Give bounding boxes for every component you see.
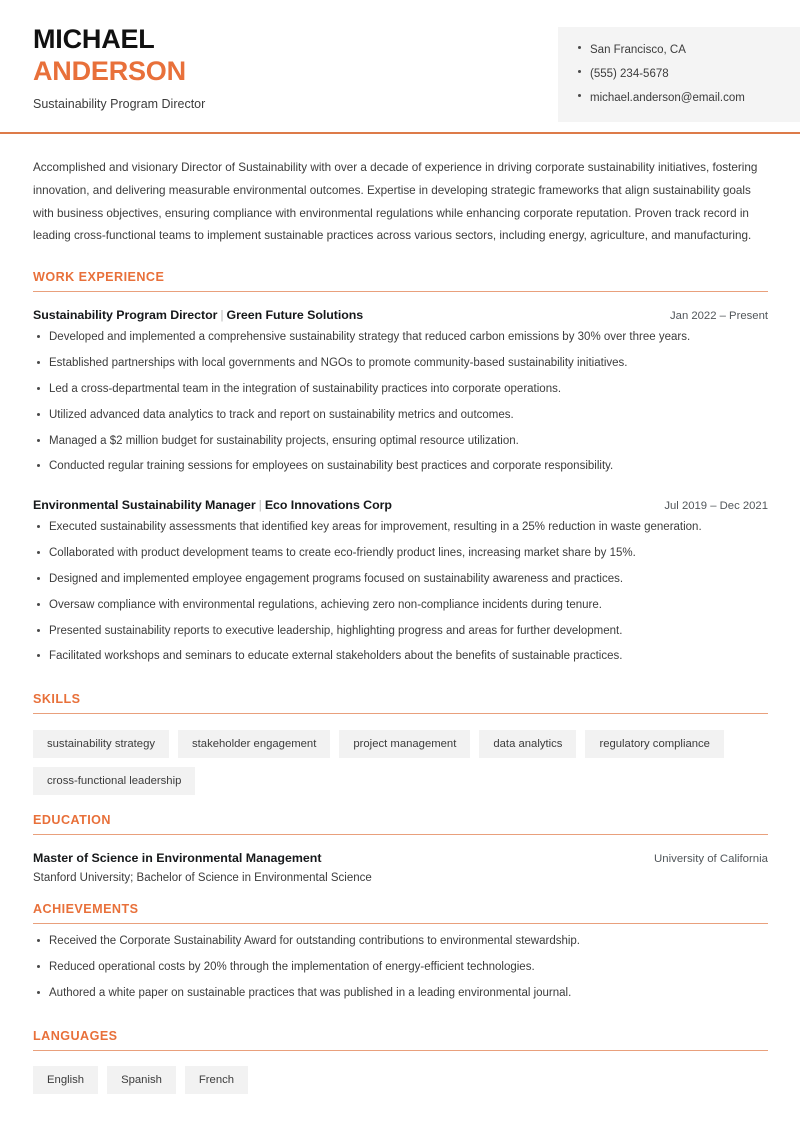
- contact-box: [558, 27, 800, 122]
- education-entry: [33, 837, 768, 884]
- list-item: Facilitated workshops and seminars to educate external stakeholders about the benefits of sustainable practices.: [33, 648, 768, 674]
- section-rule: [33, 291, 768, 292]
- section-rule: [33, 923, 768, 924]
- skill-chip: data analytics: [479, 730, 576, 758]
- contact-phone[interactable]: (555) 234-5678: [578, 63, 800, 87]
- education-degree: Master of Science in Environmental Management: [33, 851, 322, 866]
- experience-company: Eco Innovations Corp: [264, 498, 392, 513]
- skills-chip-list: [33, 716, 768, 795]
- list-item: Collaborated with product development teams to create eco-friendly product lines, increasing market share by 15%.: [33, 545, 768, 571]
- languages-chip-list: [33, 1053, 768, 1094]
- list-item: Utilized advanced data analytics to track and report on sustainability metrics and outcomes.: [33, 407, 768, 433]
- experience-entry-header: [33, 498, 768, 512]
- list-item: Received the Corporate Sustainability Award for outstanding contributions to environmental stewardship.: [33, 933, 768, 959]
- experience-bullets: [33, 322, 768, 484]
- experience-role: Sustainability Program Director: [33, 308, 218, 323]
- last-name: ANDERSON: [33, 55, 186, 86]
- skill-chip: cross-functional leadership: [33, 767, 195, 795]
- section-rule: [33, 834, 768, 835]
- achievements-bullets: [33, 926, 768, 1010]
- experience-role: Environmental Sustainability Manager: [33, 498, 256, 513]
- list-item: Reduced operational costs by 20% through the implementation of energy-efficient technologies.: [33, 959, 768, 985]
- resume-content: [0, 134, 800, 1094]
- professional-summary: Accomplished and visionary Director of Sustainability with over a decade of experience in driving corporate sustainability initiatives, fostering innovation, and delivering measurable environmental outcomes. Expertise in developing strategic frameworks that align sustainability goals with business objectives, ensuring compliance with environmental regulations while enhancing corporate reputation. Proven track record in leading cross-functional teams to implement sustainable practices across various sectors, including energy, agriculture, and manufacturing.: [33, 161, 758, 243]
- skill-chip: project management: [339, 730, 470, 758]
- experience-entry: [33, 294, 768, 484]
- skill-chip: sustainability strategy: [33, 730, 169, 758]
- contact-location: San Francisco, CA: [578, 39, 800, 63]
- list-item: Conducted regular training sessions for employees on sustainability best practices and corporate responsibility.: [33, 458, 768, 484]
- experience-entry: [33, 484, 768, 674]
- experience-company: Green Future Solutions: [226, 308, 364, 323]
- list-item: Established partnerships with local governments and NGOs to promote community-based sustainability initiatives.: [33, 355, 768, 381]
- section-title-languages: LANGUAGES: [33, 1028, 118, 1043]
- section-title-work-experience: WORK EXPERIENCE: [33, 270, 165, 285]
- language-chip: English: [33, 1066, 98, 1094]
- section-title-skills: SKILLS: [33, 692, 81, 707]
- experience-date: Jul 2019 – Dec 2021: [664, 500, 768, 513]
- education-entry-header: [33, 851, 768, 865]
- skill-chip: stakeholder engagement: [178, 730, 330, 758]
- section-rule: [33, 713, 768, 714]
- first-name: MICHAEL: [33, 24, 155, 54]
- list-item: Presented sustainability reports to executive leadership, highlighting progress and areas for further development.: [33, 623, 768, 649]
- section-education: [33, 795, 768, 884]
- language-chip: French: [185, 1066, 248, 1094]
- list-item: Managed a $2 million budget for sustainability projects, ensuring optimal resource utilization.: [33, 433, 768, 459]
- title-separator: |: [258, 498, 262, 513]
- title-separator: |: [220, 308, 224, 323]
- contact-email[interactable]: michael.anderson@email.com: [578, 87, 800, 111]
- section-achievements: [33, 884, 768, 1010]
- experience-date: Jan 2022 – Present: [670, 310, 768, 323]
- header-identity: [0, 0, 205, 111]
- experience-title-line: [33, 498, 392, 512]
- education-institution: University of California: [654, 853, 768, 866]
- section-skills: [33, 674, 768, 795]
- job-tagline: Sustainability Program Director: [33, 96, 206, 111]
- section-title-achievements: ACHIEVEMENTS: [33, 902, 139, 917]
- list-item: Developed and implemented a comprehensive sustainability strategy that reduced carbon emissions by 30% over three years.: [33, 329, 768, 355]
- list-item: Authored a white paper on sustainable practices that was published in a leading environmental journal.: [33, 985, 768, 1011]
- skill-chip: regulatory compliance: [585, 730, 724, 758]
- resume-header: [0, 0, 800, 132]
- experience-bullets: [33, 512, 768, 674]
- language-chip: Spanish: [107, 1066, 176, 1094]
- list-item: Executed sustainability assessments that identified key areas for improvement, resulting in a 25% reduction in waste generation.: [33, 519, 768, 545]
- list-item: Designed and implemented employee engagement programs focused on sustainability awareness and practices.: [33, 571, 768, 597]
- experience-entry-header: [33, 308, 768, 322]
- section-work-experience: [33, 252, 768, 674]
- section-rule: [33, 1050, 768, 1051]
- list-item: Led a cross-departmental team in the integration of sustainability practices into corporate operations.: [33, 381, 768, 407]
- list-item: Oversaw compliance with environmental regulations, achieving zero non-compliance incidents during tenure.: [33, 597, 768, 623]
- experience-title-line: [33, 308, 363, 322]
- section-languages: [33, 1011, 768, 1094]
- section-title-education: EDUCATION: [33, 813, 111, 828]
- education-subtext: Stanford University; Bachelor of Science in Environmental Science: [33, 872, 372, 885]
